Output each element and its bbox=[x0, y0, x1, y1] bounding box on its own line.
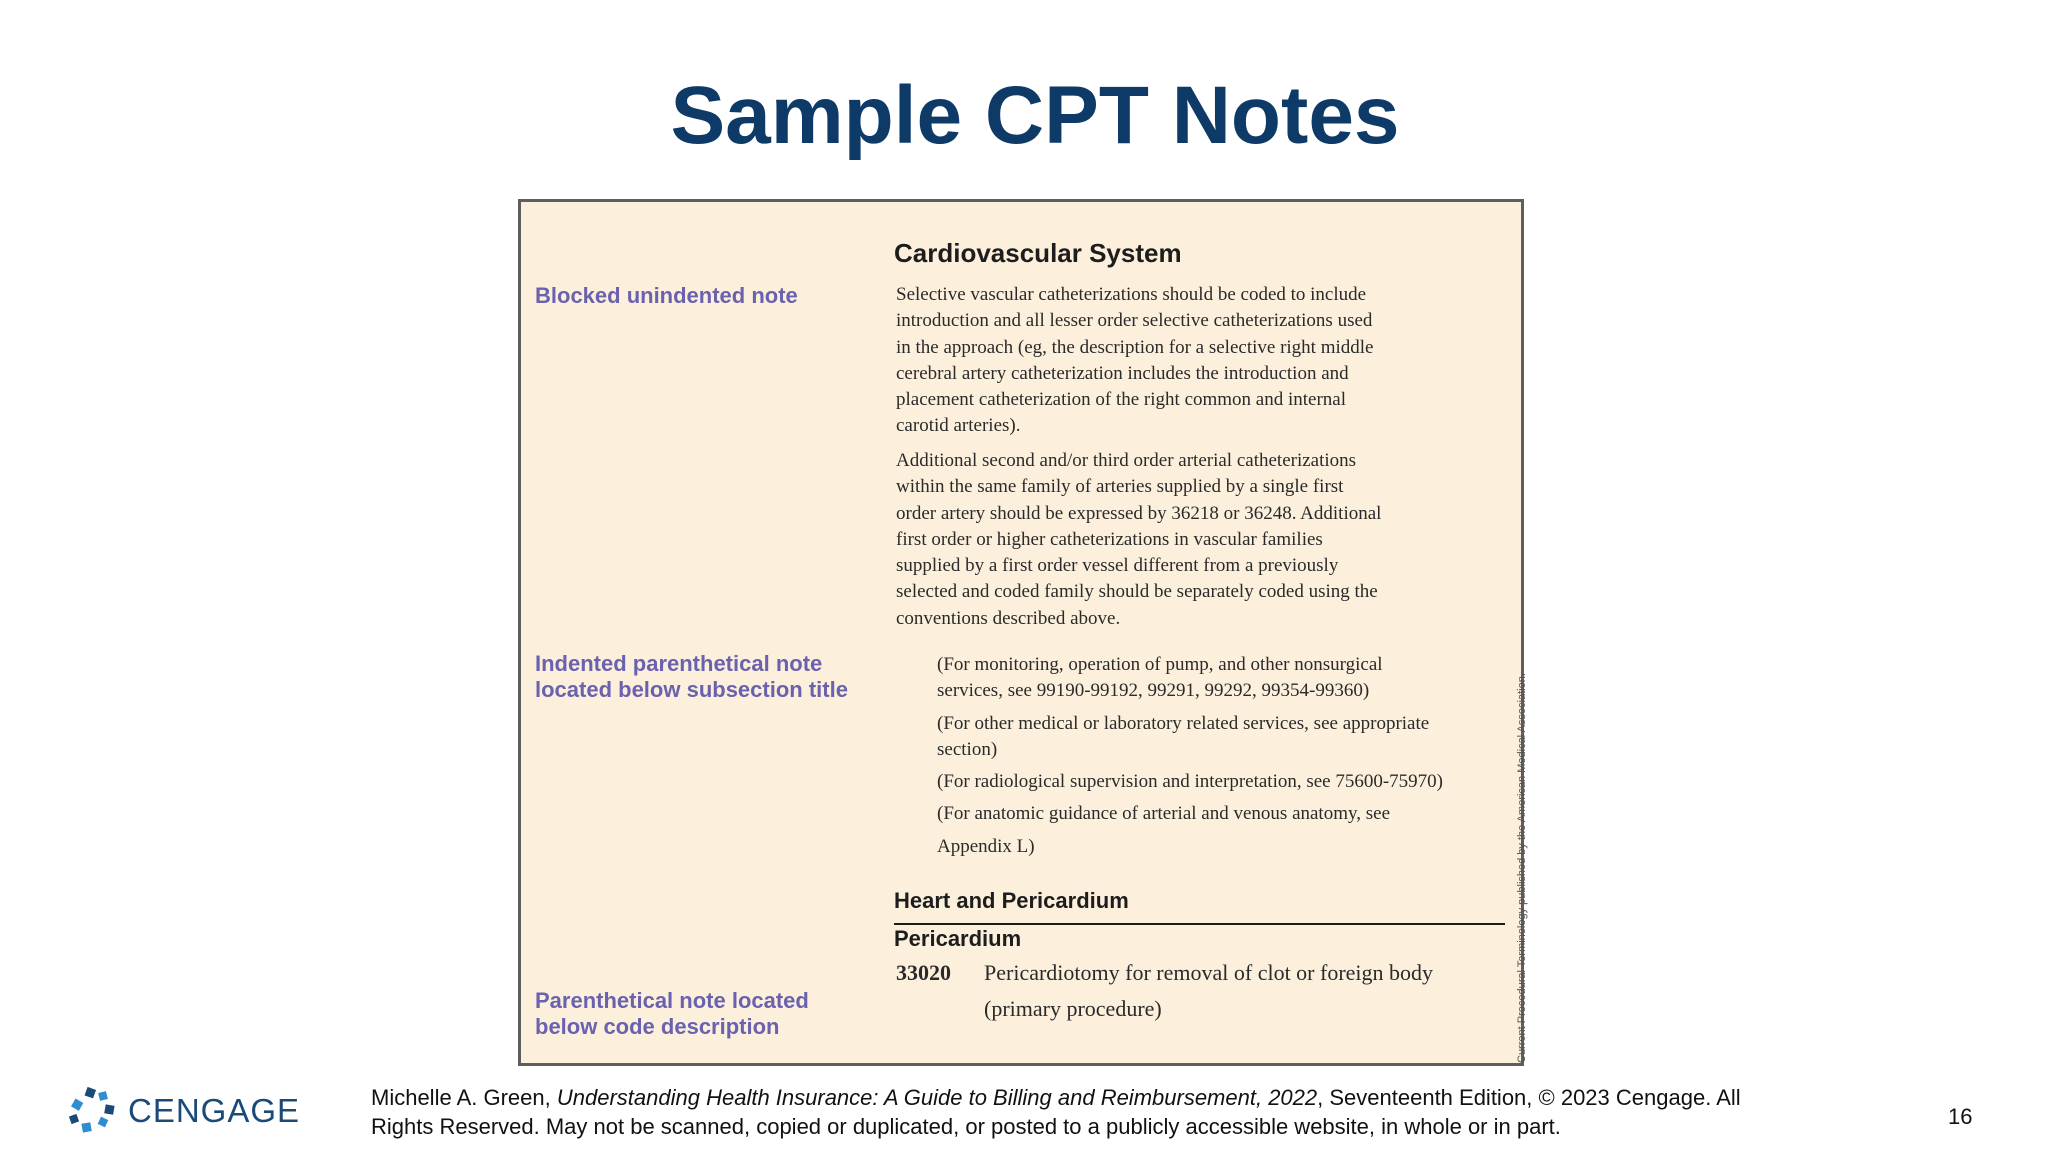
paragraph-line: cerebral artery catheterization includes the introduction and bbox=[896, 362, 1349, 384]
parenthetical-line: (For other medical or laboratory related services, see appropriate bbox=[937, 712, 1430, 734]
parenthetical-note bbox=[937, 801, 1443, 860]
side-credit: Current Procedural Terminology published by the American Medical Association. bbox=[1516, 673, 1528, 1063]
paragraph-line: in the approach (eg, the description for a selective right middle bbox=[896, 336, 1374, 358]
note-paragraph-2 bbox=[896, 448, 1381, 632]
footer-author: Michelle A. Green, bbox=[371, 1085, 557, 1110]
parenthetical-note bbox=[937, 769, 1443, 795]
cengage-logo-text: CENGAGE bbox=[128, 1092, 301, 1129]
parenthetical-line: (For radiological supervision and interpretation, see 75600-75970) bbox=[937, 771, 1444, 793]
cpt-code: 33020 bbox=[896, 960, 951, 985]
parenthetical-note bbox=[937, 711, 1443, 764]
paragraph-line: Additional second and/or third order arterial catheterizations bbox=[896, 450, 1357, 471]
footer-edition: , Seventeenth Edition, © 2023 Cengage. All bbox=[1317, 1085, 1741, 1110]
footer-book-title: Understanding Health Insurance: A Guide to Billing and Reimbursement, 2022 bbox=[556, 1085, 1318, 1110]
section-title: Cardiovascular System bbox=[894, 238, 1182, 268]
paragraph-line: placement catheterization of the right common and internal bbox=[896, 389, 1347, 411]
annotation-indented-line2: located below subsection title bbox=[535, 677, 848, 702]
parenthetical-line: (For monitoring, operation of pump, and other nonsurgical bbox=[937, 654, 1383, 675]
annotation-blocked-note: Blocked unindented note bbox=[535, 283, 798, 308]
annotation-below-code-line1: Parenthetical note located bbox=[535, 988, 809, 1013]
cengage-logo bbox=[68, 1086, 301, 1136]
cengage-logo-icon bbox=[68, 1086, 124, 1136]
code-description: Pericardiotomy for removal of clot or foreign body bbox=[984, 960, 1434, 985]
sub-subsection-title: Pericardium bbox=[894, 926, 1022, 951]
annotation-indented-line1: Indented parenthetical note bbox=[535, 651, 823, 676]
annotation-indented-note bbox=[535, 651, 848, 703]
footer-citation bbox=[371, 1083, 1871, 1141]
note-paragraph-1 bbox=[896, 282, 1373, 440]
parenthetical-line: section) bbox=[937, 738, 998, 760]
paragraph-line: conventions described above. bbox=[896, 607, 1121, 629]
paragraph-line: within the same family of arteries supplied by a single first bbox=[896, 476, 1344, 498]
annotation-below-code-note bbox=[535, 988, 809, 1040]
paragraph-line: order artery should be expressed by 36218 or 36248. Additional bbox=[896, 502, 1382, 524]
parenthetical-line: (For anatomic guidance of arterial and venous anatomy, see bbox=[937, 803, 1391, 825]
subsection-divider bbox=[894, 923, 1505, 925]
subsection-title: Heart and Pericardium bbox=[894, 888, 1129, 913]
annotation-below-code-line2: below code description bbox=[535, 1014, 780, 1039]
page-number: 16 bbox=[1948, 1104, 1973, 1129]
parenthetical-line: services, see 99190-99192, 99291, 99292, 99354-99360) bbox=[937, 680, 1370, 702]
footer-line-2: Rights Reserved. May not be scanned, copied or duplicated, or posted to a publicly accessible website, in whole or in part. bbox=[371, 1114, 1561, 1139]
paragraph-line: carotid arteries). bbox=[896, 415, 1021, 437]
paragraph-line: selected and coded family should be separately coded using the bbox=[896, 581, 1378, 603]
cpt-figure bbox=[518, 199, 1524, 1066]
code-note: (primary procedure) bbox=[984, 996, 1162, 1021]
paragraph-line: first order or higher catheterizations in vascular families bbox=[896, 528, 1323, 550]
paragraph-line: Selective vascular catheterizations should be coded to include bbox=[896, 284, 1367, 305]
parenthetical-line: Appendix L) bbox=[937, 835, 1035, 857]
parenthetical-note bbox=[937, 652, 1443, 705]
footer-line-1 bbox=[371, 1083, 1871, 1112]
parenthetical-notes bbox=[937, 652, 1443, 860]
paragraph-line: supplied by a first order vessel different from a previously bbox=[896, 555, 1339, 577]
slide-title: Sample CPT Notes bbox=[670, 70, 1400, 161]
paragraph-line: introduction and all lesser order selective catheterizations used bbox=[896, 310, 1373, 332]
